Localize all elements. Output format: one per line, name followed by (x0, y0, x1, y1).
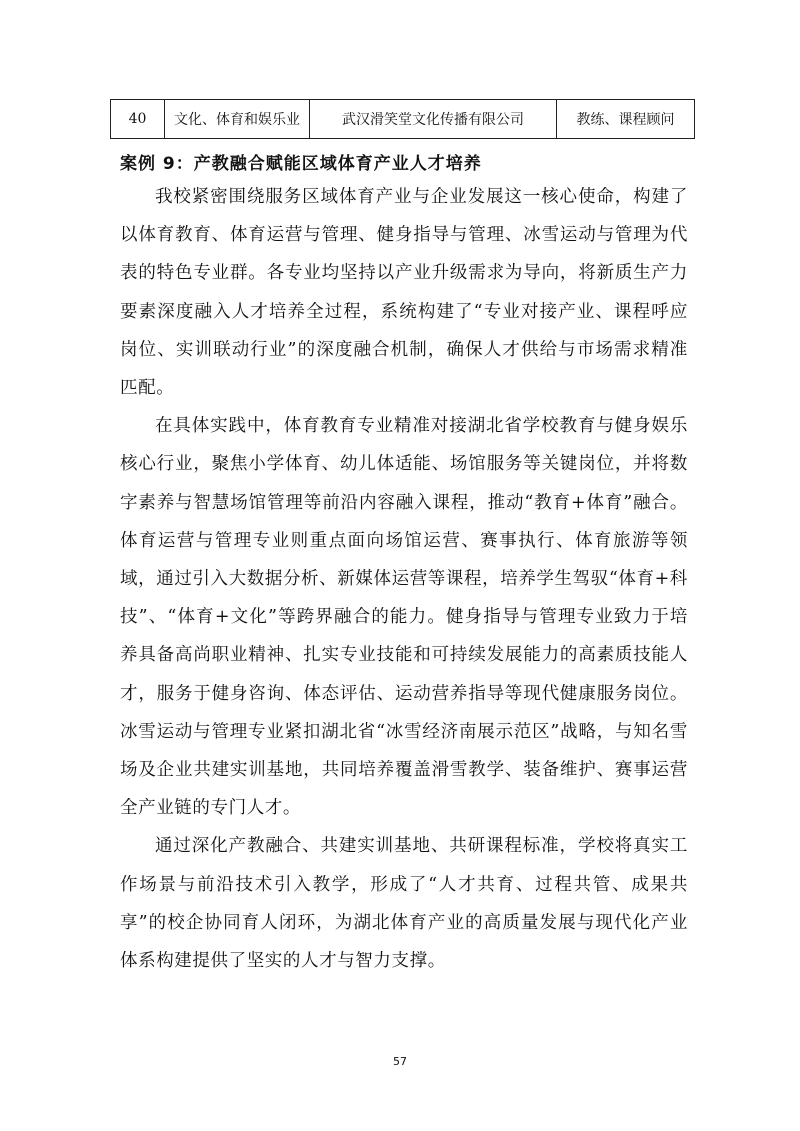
positions-cell: 教练、课程顾问 (557, 100, 695, 139)
company-name-cell: 武汉滑笑堂文化传播有限公司 (310, 100, 557, 139)
enterprise-table-fragment (110, 99, 694, 139)
row-index-cell: 40 (111, 100, 165, 139)
case-body (120, 178, 688, 980)
case-title: 案例 9：产教融合赋能区域体育产业人才培养 (120, 154, 482, 174)
paragraph-intro: 我校紧密围绕服务区域体育产业与企业发展这一核心使命，构建了以体育教育、体育运营与管理、健身指导与管理、冰雪运动与管理为代表的特色专业群。各专业均坚持以产业升级需求为导向，将新质生产力要素深度融入人才培养全过程，系统构建了“专业对接产业、课程呼应岗位、实训联动行业”的深度融合机制，确保人才供给与市场需求精准匹配。 (120, 187, 688, 399)
paragraph-conclusion: 通过深化产教融合、共建实训基地、共研课程标准，学校将真实工作场景与前沿技术引入教学，形成了“人才共育、过程共管、成果共享”的校企协同育人闭环，为湖北体育产业的高质量发展与现代化产业体系构建提供了坚实的人才与智力支撑。 (120, 836, 688, 972)
page-number: 57 (393, 1055, 407, 1068)
enterprise-table (110, 99, 695, 139)
table-row (111, 100, 695, 139)
paragraph-practice: 在具体实践中，体育教育专业精准对接湖北省学校教育与健身娱乐核心行业，聚焦小学体育、幼儿体适能、场馆服务等关键岗位，并将数字素养与智慧场馆管理等前沿内容融入课程，推动“教育+体育”融合。体育运营与管理专业则重点面向场馆运营、赛事执行、体育旅游等领域，通过引入大数据分析、新媒体运营等课程，培养学生驾驭“体育+科技”、“体育+文化”等跨界融合的能力。健身指导与管理专业致力于培养具备高尚职业精神、扎实专业技能和可持续发展能力的高素质技能人才，服务于健身咨询、体态评估、运动营养指导等现代健康服务岗位。冰雪运动与管理专业紧扣湖北省“冰雪经济南展示范区”战略，与知名雪场及企业共建实训基地，共同培养覆盖滑雪教学、装备维护、赛事运营全产业链的专门人才。 (120, 416, 688, 819)
industry-category-cell: 文化、体育和娱乐业 (165, 100, 310, 139)
